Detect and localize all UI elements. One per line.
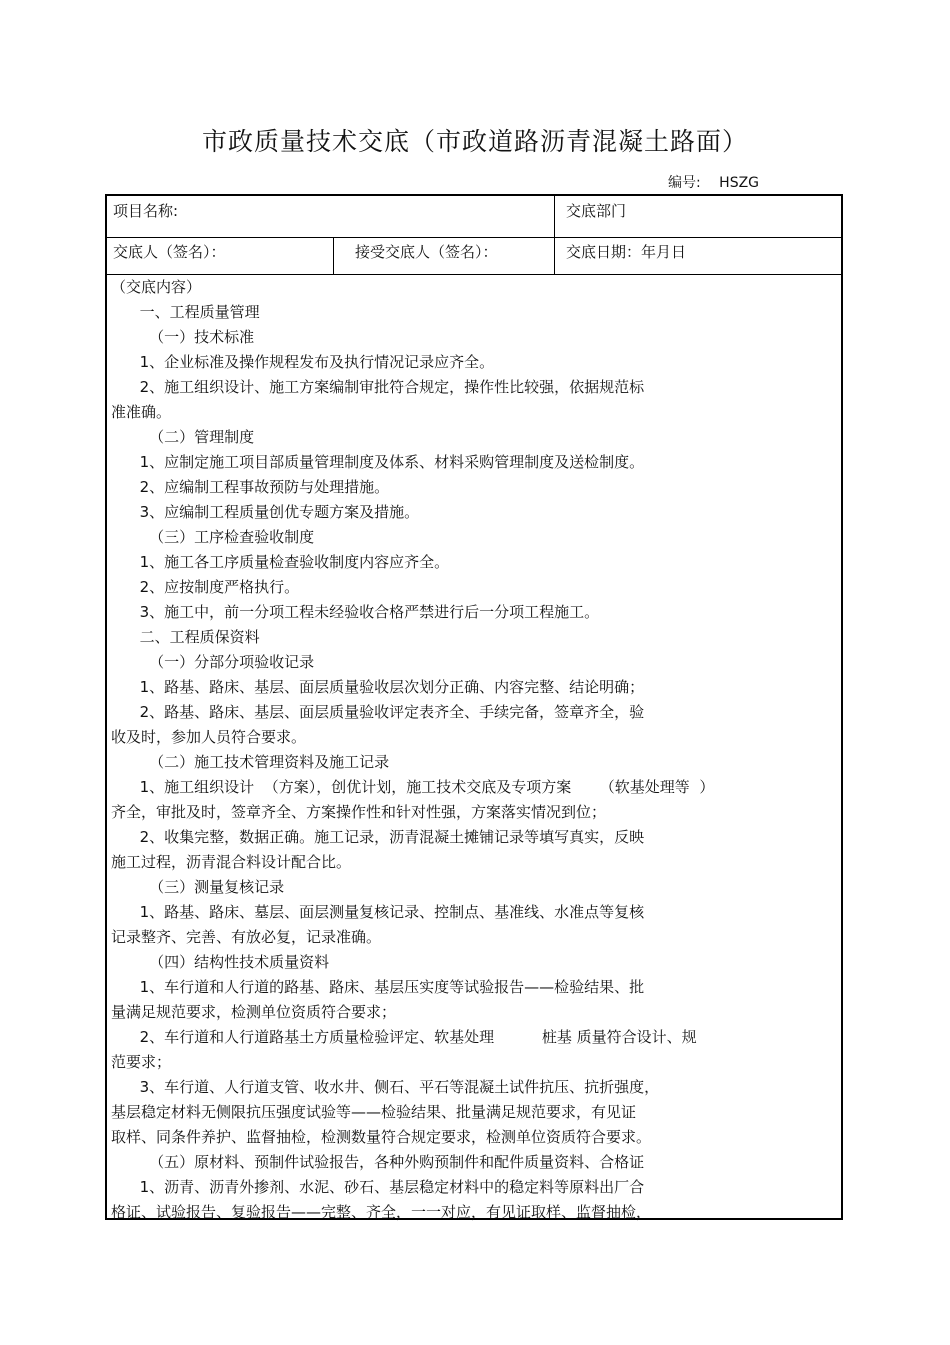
content-line: 1、车行道和人行道的路基、路床、基层压实度等试验报告——检验结果、批 <box>111 978 645 996</box>
content-line: 1、沥青、沥青外掺剂、水泥、砂石、基层稳定材料中的稳定料等原料出厂合 <box>111 1178 645 1196</box>
content-line: 2、应按制度严格执行。 <box>111 578 300 596</box>
content-line: 3、车行道、人行道支管、收水井、侧石、平石等混凝土试件抗压、抗折强度， <box>111 1078 660 1096</box>
document-number-label: 编号: <box>668 175 701 191</box>
content-line: 2、收集完整，数据正确。施工记录，沥青混凝土摊铺记录等填写真实，反映 <box>111 828 645 846</box>
content-line: 2、路基、路床、基层、面层质量验收评定表齐全、手续完备，签章齐全，验 <box>111 703 645 721</box>
content-line: 1、施工各工序质量检查验收制度内容应齐全。 <box>111 553 450 571</box>
content-line: （一）技术标准 <box>111 328 255 346</box>
column-divider <box>554 195 555 275</box>
content-line: （五）原材料、预制件试验报告，各种外购预制件和配件质量资料、合格证 <box>111 1153 645 1171</box>
content-line: 取样、同条件养护、监督抽检，检测数量符合规定要求，检测单位资质符合要求。 <box>111 1128 652 1146</box>
content-line: （交底内容） <box>111 278 202 296</box>
content-line: （三）测量复核记录 <box>111 878 285 896</box>
presenter-signature-label: 交底人（签名）： <box>113 243 226 261</box>
content-line: 范要求； <box>111 1053 172 1071</box>
content-line: 二、工程质保资料 <box>111 628 260 646</box>
content-line: 1、路基、路床、墓层、面层测量复核记录、控制点、基准线、水准点等复核 <box>111 903 645 921</box>
content-line: （一）分部分项验收记录 <box>111 653 315 671</box>
content-line: 基层稳定材料无侧限抗压强度试验等——检验结果、批量满足规范要求，有见证 <box>111 1103 637 1121</box>
content-line: 1、路基、路床、基层、面层质量验收层次划分正确、内容完整、结论明确； <box>111 678 645 696</box>
content-line: 1、企业标准及操作规程发布及执行情况记录应齐全。 <box>111 353 495 371</box>
content-line: 1、应制定施工项目部质量管理制度及体系、材料采购管理制度及送检制度。 <box>111 453 645 471</box>
content-line: 2、车行道和人行道路基土方质量检验评定、软基处理 桩基 质量符合设计、规 <box>111 1028 697 1046</box>
content-line: 2、应编制工程事故预防与处理措施。 <box>111 478 390 496</box>
receiver-signature-label: 接受交底人（签名）： <box>355 243 498 261</box>
content-line: 记录整齐、完善、有放必复，记录准确。 <box>111 928 382 946</box>
column-divider <box>333 238 334 275</box>
content-line: （二）管理制度 <box>111 428 255 446</box>
content-line: 齐全，审批及时，签章齐全、方案操作性和针对性强，方案落实情况到位； <box>111 803 607 821</box>
content-line: （三）工序检查验收制度 <box>111 528 315 546</box>
document-number-value: HSZG <box>719 175 760 191</box>
content-line: 量满足规范要求，检测单位资质符合要求； <box>111 1003 397 1021</box>
disclosure-date-label: 交底日期：年月日 <box>566 243 687 261</box>
document-title: 市政质量技术交底（市政道路沥青混凝土路面） <box>201 127 748 156</box>
content-line: 施工过程，沥青混合料设计配合比。 <box>111 853 352 871</box>
content-line: 3、施工中，前一分项工程未经验收合格严禁进行后一分项工程施工。 <box>111 603 600 621</box>
content-line: 格证、试验报告、复验报告——完整、齐全，一一对应，有见证取样、监督抽检， <box>111 1203 652 1221</box>
content-line: 2、施工组织设计、施工方案编制审批符合规定，操作性比较强，依据规范标 <box>111 378 645 396</box>
row-divider <box>106 237 842 238</box>
content-line: 一、工程质量管理 <box>111 303 260 321</box>
content-line: 准准确。 <box>111 403 172 421</box>
content-line: 收及时，参加人员符合要求。 <box>111 728 307 746</box>
project-name-label: 项目名称: <box>113 202 179 220</box>
disclosure-content <box>111 275 837 1225</box>
content-line: （二）施工技术管理资料及施工记录 <box>111 753 390 771</box>
content-line: （四）结构性技术质量资料 <box>111 953 330 971</box>
department-label: 交底部门 <box>566 202 627 220</box>
document-number <box>668 172 759 192</box>
content-line: 1、施工组织设计 （方案），创优计划，施工技术交底及专项方案 （软基处理等 ） <box>111 778 715 796</box>
content-line: 3、应编制工程质量创优专题方案及措施。 <box>111 503 420 521</box>
